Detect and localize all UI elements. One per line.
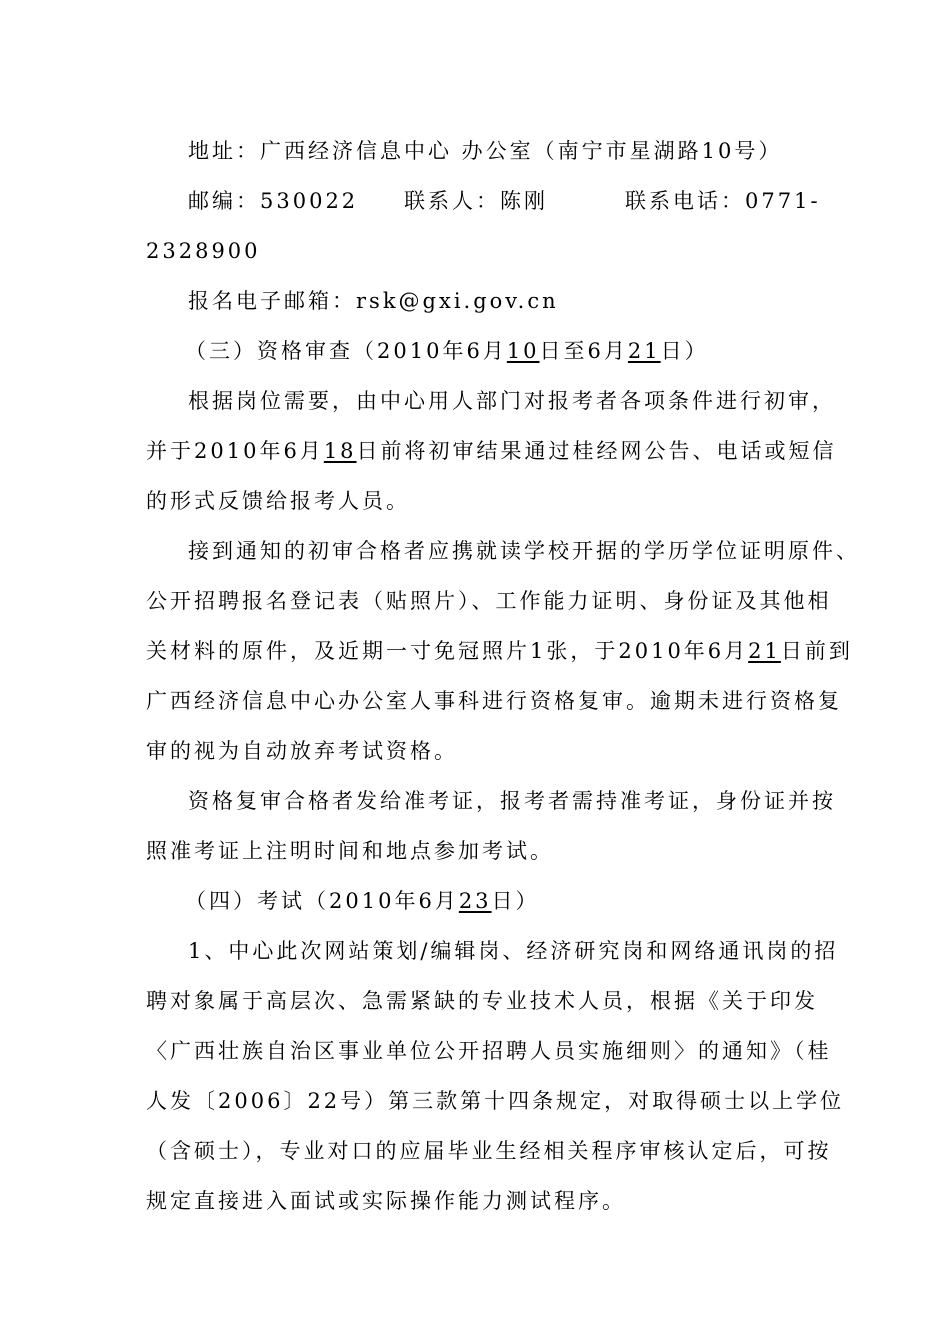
paragraph-line: 关材料的原件，及近期一寸免冠照片1张，于2010年6月21日前到 xyxy=(146,639,853,663)
paragraph-line: 规定直接进入面试或实际操作能力测试程序。 xyxy=(146,1189,626,1213)
date-underlined: 10 xyxy=(506,339,540,363)
paragraph-line: 根据岗位需要，由中心用人部门对报考者各项条件进行初审， xyxy=(188,389,836,413)
paragraph-line: 人发〔2006〕22号）第三款第十四条规定，对取得硕士以上学位 xyxy=(146,1089,845,1113)
paragraph-line: 聘对象属于高层次、急需紧缺的专业技术人员，根据《关于印发 xyxy=(146,989,818,1013)
address-line: 地址：广西经济信息中心 办公室（南宁市星湖路10号） xyxy=(188,139,783,163)
phone-label: 联系电话：0771- xyxy=(625,189,821,213)
date-underlined: 23 xyxy=(458,889,492,913)
section-3-heading: （三）资格审查（2010年6月10日至6月21日） xyxy=(185,339,709,363)
paragraph-line: 的形式反馈给报考人员。 xyxy=(146,489,410,513)
email-line: 报名电子邮箱：rsk@gxi.gov.cn xyxy=(188,289,559,313)
paragraph-line: 公开招聘报名登记表（贴照片）、工作能力证明、身份证及其他相 xyxy=(146,589,832,613)
paragraph-line: 照准考证上注明时间和地点参加考试。 xyxy=(146,839,554,863)
paragraph-line: 广西经济信息中心办公室人事科进行资格复审。逾期未进行资格复 xyxy=(146,689,842,713)
paragraph-line: （含硕士），专业对口的应届毕业生经相关程序审核认定后，可按 xyxy=(146,1139,832,1163)
date-underlined: 21 xyxy=(748,639,781,663)
paragraph-line: 1、中心此次网站策划/编辑岗、经济研究岗和网络通讯岗的招 xyxy=(188,939,839,963)
paragraph-line: 接到通知的初审合格者应携就读学校开据的学历学位证明原件、 xyxy=(188,539,860,563)
paragraph-line: 并于2010年6月18日前将初审结果通过桂经网公告、电话或短信 xyxy=(146,439,837,463)
contact-line xyxy=(188,186,821,216)
paragraph-line: 资格复审合格者发给准考证，报考者需持准考证，身份证并按 xyxy=(188,789,836,813)
paragraph-line: 审的视为自动放弃考试资格。 xyxy=(146,739,458,763)
date-underlined: 21 xyxy=(627,339,661,363)
section-4-heading: （四）考试（2010年6月23日） xyxy=(185,889,540,913)
contact-person: 联系人：陈刚 xyxy=(404,189,548,213)
paragraph-line: 〈广西壮族自治区事业单位公开招聘人员实施细则〉的通知》（桂 xyxy=(146,1039,832,1063)
date-underlined: 18 xyxy=(323,439,357,463)
postcode: 邮编：530022 xyxy=(188,189,359,213)
phone-continuation: 2328900 xyxy=(146,239,261,263)
